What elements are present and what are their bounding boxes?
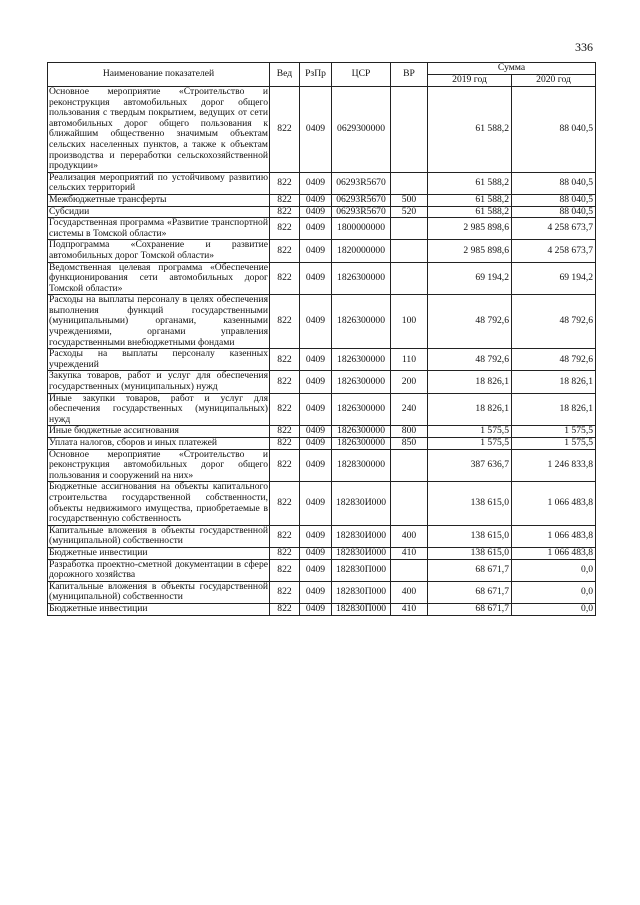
cell-y2019: 48 792,6	[428, 349, 512, 371]
cell-name: Бюджетные инвестиции	[48, 603, 270, 615]
cell-rzpr: 0409	[300, 240, 332, 262]
cell-csr: 182830П000	[332, 581, 391, 603]
cell-y2019: 61 588,2	[428, 87, 512, 173]
cell-ved: 822	[270, 525, 300, 547]
cell-vr	[391, 262, 428, 295]
cell-y2020: 48 792,6	[512, 349, 596, 371]
cell-y2020: 88 040,5	[512, 206, 596, 218]
cell-y2019: 68 671,7	[428, 603, 512, 615]
cell-y2019: 1 575,5	[428, 426, 512, 438]
cell-ved: 822	[270, 438, 300, 450]
cell-vr: 110	[391, 349, 428, 371]
table-row	[48, 482, 596, 525]
cell-csr: 1828300000	[332, 449, 391, 482]
table-row	[48, 194, 596, 206]
table-header	[48, 63, 596, 87]
cell-rzpr: 0409	[300, 482, 332, 525]
cell-rzpr: 0409	[300, 295, 332, 349]
cell-y2019: 2 985 898,6	[428, 240, 512, 262]
cell-name: Основное мероприятие «Строительство и реконструкция автомобильных дорог общего пользования с твердым покрытием, ведущих от сети автомобильных дорог общего пользования к ближайшим общественно значимым объектам сельских населенных пунктов, а также к объектам производства и переработки сельскохозяйственной продукции»	[49, 86, 268, 172]
cell-y2020: 0,0	[512, 603, 596, 615]
header-sum: Сумма	[428, 63, 596, 75]
cell-y2019: 387 636,7	[428, 449, 512, 482]
cell-y2020: 88 040,5	[512, 87, 596, 173]
cell-rzpr: 0409	[300, 87, 332, 173]
cell-y2020: 1 575,5	[512, 426, 596, 438]
cell-vr: 850	[391, 438, 428, 450]
header-csr: ЦСР	[332, 63, 391, 87]
cell-vr: 800	[391, 426, 428, 438]
cell-rzpr: 0409	[300, 349, 332, 371]
cell-csr: 0629300000	[332, 87, 391, 173]
cell-ved: 822	[270, 87, 300, 173]
cell-csr: 06293R5670	[332, 172, 391, 194]
cell-csr: 182830П000	[332, 603, 391, 615]
cell-vr	[391, 449, 428, 482]
cell-csr: 182830И000	[332, 482, 391, 525]
table-row	[48, 87, 596, 173]
cell-csr: 182830П000	[332, 559, 391, 581]
cell-ved: 822	[270, 559, 300, 581]
cell-y2019: 2 985 898,6	[428, 218, 512, 240]
table-row	[48, 603, 596, 615]
table-row	[48, 449, 596, 482]
cell-csr: 1826300000	[332, 371, 391, 393]
budget-table	[47, 62, 596, 616]
cell-vr	[391, 559, 428, 581]
table-row	[48, 438, 596, 450]
cell-y2020: 69 194,2	[512, 262, 596, 295]
cell-csr: 1826300000	[332, 393, 391, 426]
cell-ved: 822	[270, 262, 300, 295]
cell-rzpr: 0409	[300, 426, 332, 438]
table-row	[48, 218, 596, 240]
cell-y2020: 4 258 673,7	[512, 240, 596, 262]
cell-ved: 822	[270, 206, 300, 218]
cell-ved: 822	[270, 371, 300, 393]
cell-csr: 182830И000	[332, 547, 391, 559]
cell-rzpr: 0409	[300, 393, 332, 426]
cell-csr: 1826300000	[332, 295, 391, 349]
cell-csr: 06293R5670	[332, 194, 391, 206]
cell-y2019: 68 671,7	[428, 559, 512, 581]
cell-rzpr: 0409	[300, 581, 332, 603]
cell-ved: 822	[270, 194, 300, 206]
header-2019: 2019 год	[428, 75, 512, 87]
table-row	[48, 581, 596, 603]
cell-name: Капитальные вложения в объекты государственной (муниципальной) собственности	[49, 524, 268, 547]
cell-name: Уплата налогов, сборов и иных платежей	[48, 438, 270, 450]
cell-y2019: 69 194,2	[428, 262, 512, 295]
cell-y2019: 138 615,0	[428, 525, 512, 547]
table-row	[48, 295, 596, 349]
cell-vr: 500	[391, 194, 428, 206]
cell-y2020: 0,0	[512, 559, 596, 581]
cell-rzpr: 0409	[300, 206, 332, 218]
cell-ved: 822	[270, 426, 300, 438]
cell-y2019: 68 671,7	[428, 581, 512, 603]
cell-name: Расходы на выплаты персоналу казенных учреждений	[49, 348, 268, 370]
cell-csr: 1826300000	[332, 349, 391, 371]
cell-csr: 182830И000	[332, 525, 391, 547]
cell-y2020: 1 066 483,8	[512, 482, 596, 525]
cell-rzpr: 0409	[300, 438, 332, 450]
cell-csr: 1826300000	[332, 438, 391, 450]
cell-rzpr: 0409	[300, 559, 332, 581]
header-vr: ВР	[391, 63, 428, 87]
cell-csr: 1826300000	[332, 426, 391, 438]
cell-rzpr: 0409	[300, 547, 332, 559]
cell-y2019: 138 615,0	[428, 482, 512, 525]
cell-y2019: 18 826,1	[428, 371, 512, 393]
cell-name: Государственная программа «Развитие транспортной системы в Томской области»	[49, 217, 268, 239]
cell-vr: 200	[391, 371, 428, 393]
cell-rzpr: 0409	[300, 603, 332, 615]
cell-y2020: 88 040,5	[512, 172, 596, 194]
cell-name: Реализация мероприятий по устойчивому развитию сельских территорий	[49, 171, 268, 194]
cell-y2020: 1 066 483,8	[512, 547, 596, 559]
cell-name: Иные закупки товаров, работ и услуг для обеспечения государственных (муниципальных) нужд	[49, 392, 268, 425]
cell-y2019: 61 588,2	[428, 172, 512, 194]
cell-rzpr: 0409	[300, 194, 332, 206]
cell-name: Ведомственная целевая программа «Обеспечение функционирования сети автомобильных дорог Томской области»	[49, 261, 268, 294]
cell-ved: 822	[270, 240, 300, 262]
cell-name: Расходы на выплаты персоналу в целях обеспечения выполнения функций государственными (муниципальными) органами, казенными учреждениями, органами управления государственными внебюджетными фондами	[49, 294, 268, 348]
table-row	[48, 240, 596, 262]
cell-ved: 822	[270, 547, 300, 559]
page-number: 336	[575, 40, 593, 54]
cell-vr	[391, 87, 428, 173]
cell-vr: 520	[391, 206, 428, 218]
cell-y2019: 61 588,2	[428, 194, 512, 206]
cell-name: Закупка товаров, работ и услуг для обеспечения государственных (муниципальных) нужд	[49, 370, 268, 393]
cell-y2019: 61 588,2	[428, 206, 512, 218]
cell-ved: 822	[270, 393, 300, 426]
table-row	[48, 262, 596, 295]
cell-y2019: 138 615,0	[428, 547, 512, 559]
cell-y2019: 48 792,6	[428, 295, 512, 349]
cell-y2020: 1 246 833,8	[512, 449, 596, 482]
table-row	[48, 371, 596, 393]
cell-csr: 1800000000	[332, 218, 391, 240]
cell-y2020: 48 792,6	[512, 295, 596, 349]
cell-name: Бюджетные инвестиции	[48, 547, 270, 559]
cell-rzpr: 0409	[300, 218, 332, 240]
cell-csr: 06293R5670	[332, 206, 391, 218]
table-row	[48, 525, 596, 547]
header-rzpr: РзПр	[300, 63, 332, 87]
table-body	[48, 87, 596, 616]
cell-y2019: 1 575,5	[428, 438, 512, 450]
cell-y2019: 18 826,1	[428, 393, 512, 426]
cell-name: Капитальные вложения в объекты государственной (муниципальной) собственности	[49, 580, 268, 603]
cell-name: Основное мероприятие «Строительство и реконструкция автомобильных дорог общего пользования и сооружений на них»	[49, 448, 268, 481]
table-row	[48, 547, 596, 559]
cell-name: Бюджетные ассигнования на объекты капитального строительства государственной собственности, объекты недвижимого имущества, приобретаемые в государственную собственность	[49, 481, 268, 525]
table-row	[48, 559, 596, 581]
cell-y2020: 1 575,5	[512, 438, 596, 450]
cell-vr	[391, 240, 428, 262]
cell-vr: 240	[391, 393, 428, 426]
cell-vr: 400	[391, 581, 428, 603]
cell-rzpr: 0409	[300, 172, 332, 194]
cell-vr: 400	[391, 525, 428, 547]
cell-rzpr: 0409	[300, 262, 332, 295]
cell-ved: 822	[270, 581, 300, 603]
cell-name: Разработка проектно-сметной документации в сфере дорожного хозяйства	[49, 558, 268, 581]
cell-y2020: 18 826,1	[512, 393, 596, 426]
cell-ved: 822	[270, 482, 300, 525]
cell-name: Иные бюджетные ассигнования	[48, 426, 270, 438]
cell-ved: 822	[270, 603, 300, 615]
cell-name: Субсидии	[48, 206, 270, 218]
cell-ved: 822	[270, 172, 300, 194]
table-row	[48, 393, 596, 426]
header-name: Наименование показателей	[48, 63, 270, 87]
cell-ved: 822	[270, 349, 300, 371]
cell-csr: 1820000000	[332, 240, 391, 262]
cell-rzpr: 0409	[300, 371, 332, 393]
cell-rzpr: 0409	[300, 449, 332, 482]
cell-ved: 822	[270, 295, 300, 349]
cell-vr: 100	[391, 295, 428, 349]
table-row	[48, 172, 596, 194]
cell-vr	[391, 218, 428, 240]
cell-vr	[391, 172, 428, 194]
cell-ved: 822	[270, 218, 300, 240]
cell-ved: 822	[270, 449, 300, 482]
cell-vr	[391, 482, 428, 525]
table-row	[48, 349, 596, 371]
cell-csr: 1826300000	[332, 262, 391, 295]
cell-name: Подпрограмма «Сохранение и развитие автомобильных дорог Томской области»	[49, 239, 268, 261]
cell-y2020: 18 826,1	[512, 371, 596, 393]
cell-vr: 410	[391, 603, 428, 615]
cell-name: Межбюджетные трансферты	[48, 194, 270, 206]
header-ved: Вед	[270, 63, 300, 87]
table-row	[48, 206, 596, 218]
cell-vr: 410	[391, 547, 428, 559]
header-2020: 2020 год	[512, 75, 596, 87]
cell-rzpr: 0409	[300, 525, 332, 547]
cell-y2020: 0,0	[512, 581, 596, 603]
table-row	[48, 426, 596, 438]
cell-y2020: 1 066 483,8	[512, 525, 596, 547]
cell-y2020: 4 258 673,7	[512, 218, 596, 240]
cell-y2020: 88 040,5	[512, 194, 596, 206]
